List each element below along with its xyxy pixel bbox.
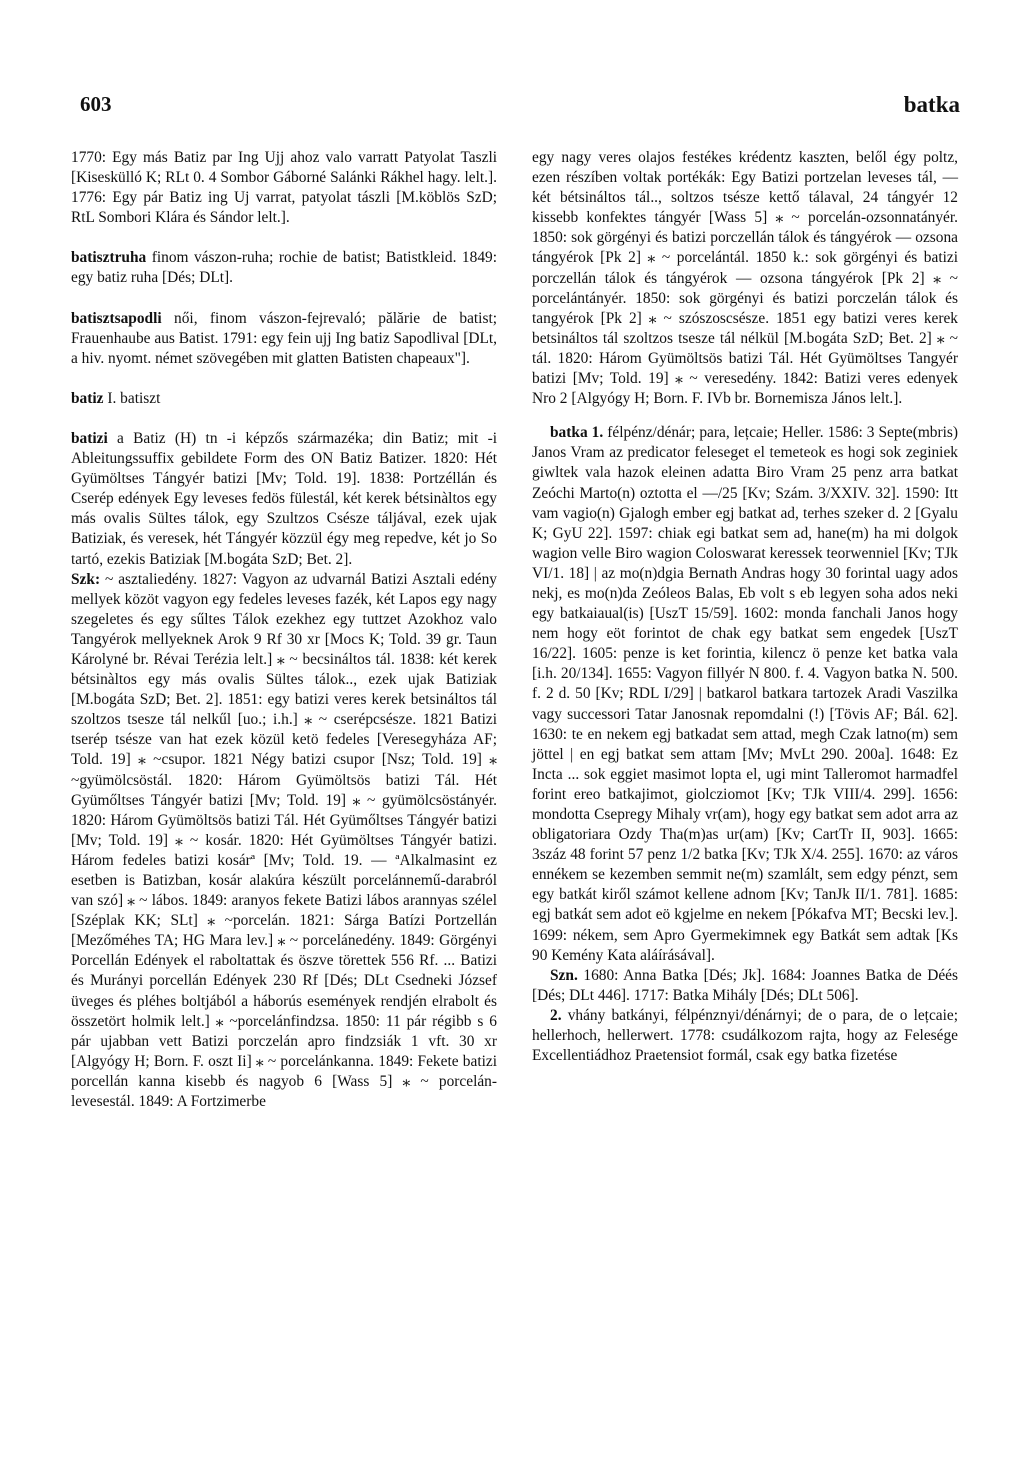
entry-batisztsapodli bbox=[71, 309, 497, 369]
entry-batka-2 bbox=[532, 1006, 958, 1066]
szk-label: Szk: bbox=[71, 570, 101, 588]
left-column bbox=[71, 148, 497, 1112]
subentry-szk bbox=[71, 570, 497, 1113]
entry-batiz bbox=[71, 389, 497, 409]
page-number: 603 bbox=[80, 92, 112, 116]
continuation-paragraph: 1770: Egy más Batiz par Ing Ujj ahoz valo varratt Patyolat Taszli [Kiseskülló K; RLt 0. 4 Sombor Gáborné Salánki Rákhel hagy. lelt.]. 1776: Egy pár Batiz ing Uj varrat, patyolat tászli [M.köblös SzD; RtL Sombori Klára és Sándor lelt.]. bbox=[71, 149, 497, 227]
entry-body: vhány batkányi, félpénznyi/dénárnyi; de o para, de o lețcaie; hellerhoch, hellerwert. 1778: csudálkozom rajta, hogy az Felesége Excellentiádhoz Praetensiot formál, csak egy batka fizetése bbox=[532, 1006, 958, 1065]
entry-body: félpénz/dénár; para, lețcaie; Heller. 1586: 3 Septe(mbris) Janos Vram az predicator feleseget el temeteok es hogi sok zeginiek giwltek vala hazok eleinen adatta Biro Vram 25 penz arra batkat Zeóchi Marto(n) oztotta el —/25 [Kv; Szám. 3/XXIV. 32]. 1590: Itt vam vagio(n) Gjalogh ember egj batkat ad, terhes szeker d. 2 [Gyalu K; GyU 22]. 1597: chiak egi batkat sem ad, hane(m) ha mi dolgok wagion velle Biro wagion Coloswarat keressek teorwenniel [Kv; TJk VI/1. 18] | az mo(n)dgia Bernath Andras hogy 30 forintal uagy ados nekj, es mo(n)da Zeóleos Balas, Eb volt s eb legyen soha ados neki egy batkaiaual(is) [UszT 15/59]. 1602: monda fanchali Janos hogy nem hogy eöt forintot de chak egy batkat sem engedek [UszT 16/22]. 1605: penze is ket forintia, kilencz ö penze ket batka vala [i.h. 20/134]. 1655: Vagyon fillyér N 800. f. 4. Vagyon batka N. 500. f. 2 d. 50 [Kv; RDL I/29] | batkarol batkara tartozek Aradi Vaszilka vagy successori Tatar Janosnak repomdalni (!) [Tövis AF; Bál. 62]. 1630: te en nekem egj batkadat sem attad, megh Czak latno(m) sem jöttel | en egj batkat sem attam [Mv; MvLt 290. 200a]. 1648: Ez Incta ... sok eggiet masimot lopta el, ugi mint Talleromot harmadfel forint ereo batkajimot, giolcziomot [Kv; TJk VIII/4. 299]. 1656: mondotta Csepregy Mihaly vr(am), hogy egy batkat sem adot arra az obligatoriara Ozdy Tha(m)as ur(am) [Kv; CartTr II, 903]. 1665: 3száz 48 forint 57 penz 1/2 batka [Kv; TJk X/4. 255]. 1670: az város ennékem se kezemben semmit ne(m) szamlált, sem edgy pénzt, sem egy batkát kiről számot kellene adnom [Kv; TanJk II/1. 781]. 1685: egj batkát sem adot eö kgjelme en nekem [Pókafva MT; Becski lev.]. 1699: nékem, sem Apro Gyermekimnek egy Batkát sem adtak [Ks 90 Kemény Kata aláírásával]. bbox=[532, 424, 959, 964]
continuation-paragraph: egy nagy veres olajos festékes krédentz kaszten, belől égy poltz, ezen részíben voltak portékák: Egy Batizi portzelan leveses tál, — két bétsináltos tál.., soltzos tsésze kettő tálaval, 24 tángyér 12 kissebb konfektes tángyér [Wass 5] ⁎ ~ porcelán-ozsonnatányér. 1850: sok görgényi és batizi porczellán tálok és tángyérok — ozsona tángyérok [Pk 2] ⁎ ~ porcelántál. 1850 k.: sok görgényi és batizi porczellán tálok és tángyérok — ozsona tángyérok [Pk 2] ⁎ ~ porcelántányér. 1850: sok görgényi és batizi porczelán tálok és tangyérok [Pk 2] ⁎ ~ szószoscsésze. 1851 egy batizi veres kerek betsináltos tál szoltzos tsesze tál nélkül [M.bogáta SzD; Bet. 2] ⁎ ~ tál. 1820: Három Gyümöltsös batizi Tál. Hét Gyümöltses Tangyér batizi [Mv; Told. 19] ⁎ ~ veresedény. 1842: Batizi veres edenyek Nro 2 [Algyógy H; Born. F. IVb br. Bornemisza János lelt.]. bbox=[532, 149, 958, 408]
entry-body: női, finom vászon-fejrevaló; pălărie de batist; Frauenhaube aus Batist. 1791: egy fein ujj Ing batiz Sapodlival [DLt, a hiv. nyomt. német szövegében mit glatten Batisten chapeaux"]. bbox=[71, 309, 497, 367]
running-head: batka bbox=[903, 92, 960, 117]
headword: batisztsapodli bbox=[71, 309, 162, 327]
entry-body: a Batiz (H) tn -i képzős származéka; din Batiz; mit -i Ableitungssuffix gebildete Form des ON Batiz Batizer. 1820: Hét Gyümöltses Tángyér batizi [Mv; Told. 19]. 1838: Portzéllán és Cserép edények Egy leveses fedös fülestál, két kerek bétsinàltos egy más ovalis Sültes tálok, egy Szultzos Csésze táljával, ezek ujak Batiziak, és veresek, hét Tángyér közzül égy meg repedve, két jo So tartó, ezekis Batiziak [M.bogáta SzD; Bet. 2]. bbox=[71, 429, 497, 568]
entry-body: I. batiszt bbox=[103, 389, 161, 407]
subentry-szn bbox=[532, 966, 958, 1006]
headword: batka 1. bbox=[550, 424, 604, 442]
entry-batisztruha bbox=[71, 248, 497, 288]
entry-batka-1 bbox=[532, 423, 958, 966]
szk-body: ~ asztaliedény. 1827: Vagyon az udvarnál Batizi Asztali edény mellyek közöt vagyon egy fedeles leveses fazék, két Lapos egy nagy szegeletes és egy sűltes Tálok ezekhez egy tuttzet Azokhoz valo Tangyérok mellyeknek Arok 9 Rf 30 xr [Mocs K; Told. 39 gr. Taun Károlyné br. Révai Terézia lelt.] ⁎ ~ becsináltos tál. 1838: két kerek bétsinàltos egy más ovalis Sültes tálok.., ezek ujak Batiziak [M.bogáta SzD; Bet. 2]. 1851: egy batizi veres kerek betsináltos tál szoltzos tsesze tál nelkűl [uo.; i.h.] ⁎ ~ cserépcsésze. 1821 Batizi tserép tsésze van hat ezek közül ketö fedeles [Veresegyháza AF; Told. 19] ⁎ ~csupor. 1821 Négy batizi csupor [Nsz; Told. 19] ⁎ ~gyümölcsöstál. 1820: Három Gyümöltsös batizi Tál. Hét Gyümőltses Tángyér batizi [Mv; Told. 19] ⁎ ~ gyümölcsöstányér. 1820: Három Gyümöltsös batizi Tál. Hét Gyümőltses Tángyér batizi [Mv; Told. 19] ⁎ ~ kosár. 1820: Hét Gyümöltses Tángyér batizi. Három fedeles batizi kosárª [Mv; Told. 19. — ªAlkalmasint ez esetben is Batizban, kosár alakúra készült porcelánnemű-darabról van szó] ⁎ ~ lábos. 1849: aranyos fekete Batizi lábos arannyas szélel [Széplak KK; SLt] ⁎ ~porcelán. 1821: Sárga Batízi Portzellán [Mezőméhes TA; HG Mara lev.] ⁎ ~ porcelánedény. 1849: Görgényi Porcellán Edények el raboltattak és öszve törettek 556 Rf. ... Batizi és Murányi porcellán Edények 230 Rf [Dés; DLt Csedneki József üveges és pléhes boltjából a háborús események rendjén elrabolt és összetört holmik lelt.] ⁎ ~porcelánfindzsa. 1850: 11 pár régibb s 6 pár ujabban vett Batizi porczelán apro findzsiák 1 vft. 30 xr [Algyógy H; Born. F. oszt Ii] ⁎ ~ porcelánkanna. 1849: Fekete batizi porcellán kanna kisebb és nagyob 6 [Wass 5] ⁎ ~ porcelán-levesestál. 1849: A Fortzimerbe bbox=[71, 570, 497, 1111]
szn-body: 1680: Anna Batka [Dés; Jk]. 1684: Joannes Batka de Déés [Dés; DLt 446]. 1717: Batka Mihály [Dés; DLt 506]. bbox=[532, 966, 958, 1004]
right-column bbox=[532, 148, 958, 1066]
sense-number: 2. bbox=[550, 1006, 562, 1024]
headword: batiz bbox=[71, 389, 104, 407]
headword: batisztruha bbox=[71, 249, 147, 267]
szn-label: Szn. bbox=[550, 966, 578, 984]
entry-batizi bbox=[71, 429, 497, 570]
headword: batizi bbox=[71, 429, 108, 447]
entry-body: finom vászon-ruha; rochie de batist; Batistkleid. 1849: egy batiz ruha [Dés; DLt]. bbox=[71, 249, 497, 287]
